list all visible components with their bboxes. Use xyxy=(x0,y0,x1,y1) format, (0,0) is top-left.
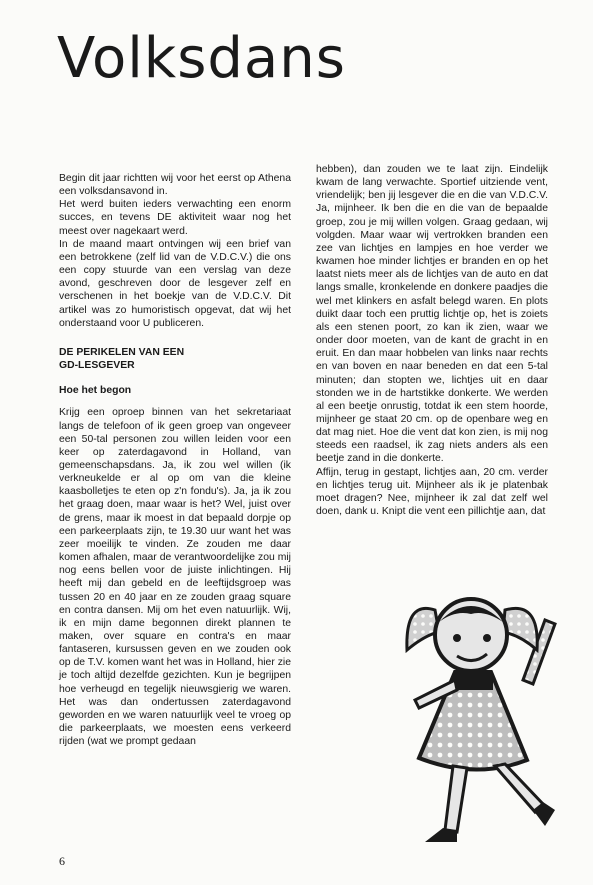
intro-paragraph: Het werd buiten ieders verwachting een enorm succes, en tevens DE aktiviteit waar nog het meest over nagekaart werd. xyxy=(59,199,291,237)
left-column xyxy=(59,172,291,748)
section-heading xyxy=(59,346,291,372)
story-paragraph: hebben), dan zouden we te laat zijn. Eindelijk kwam de lang verwachte. Sportief uitziende vent, vriendelijk; ben jij lesgever die en die van V.D.C.V. Ja, mijnheer. Ik ben die en die van de bepaalde groep, zou je mij willen volgen. Graag gedaan, wij volgden. Maar waar wij vertrokken branden een zee van lichtjes en lampjes en hoe verder we kwamen hoe minder lichtjes er branden en op het laatst niets meer als de lichtjes van de auto en dat langs smalle, kronkelende en donkere paadjes die wel met klinkers en asfalt belegd waren. En plots duikt daar toch een pruttig lichtje op, het is zoiets als een stenen poort, zo kan ik zien, waar we onder door moeten, van de kant de gracht in en eruit. En dan maar hobbelen van links naar rechts en van boven en naar beneden en dat een 5-tal minuten; dan stopten we, lichtjes uit en daar stonden we in de hartstikke donkerte. We werden al een beetje onrustig, totdat ik een stem hoorde, mijnheer ge staat 20 cm. op de openbare weg en dat mag niet. Hoe die vent dat kon zien, is mij nog steeds een raadsel, ik zag niets anders als een beetje zand in die donkerte. xyxy=(316,164,548,465)
story-paragraph: Affijn, terug in gestapt, lichtjes aan, 20 cm. verder en lichtjes terug uit. Mijnheer als ik je platenbak moet dragen? Nee, mijnheer ik zal dat zelf wel doen, dank u. Knipt die vent een pillichtje aan, dat xyxy=(316,466,548,518)
subsection-heading: Hoe het begon xyxy=(59,385,132,397)
page-number: 6 xyxy=(59,854,65,868)
section-heading-line: GD-LESGEVER xyxy=(59,360,135,372)
intro-paragraph: Begin dit jaar richtten wij voor het eerst op Athena een volksdansavond in. xyxy=(59,173,291,198)
right-column xyxy=(316,163,548,518)
article-title: Volksdans xyxy=(57,26,346,91)
intro-paragraph: In de maand maart ontvingen wij een brief van een betrokkene (zelf lid van de V.D.C.V.) die ons een copy stuurde van een verslag van deze avond, geschreven door de lesgever zelf en verschenen in het boekje van de V.D.C.V. Dit artikel was zo humoristisch opgevat, dat wij het onderstaand voor U publiceren. xyxy=(59,238,291,329)
intro-block xyxy=(59,172,291,330)
story-paragraph: Krijg een oproep binnen van het sekretariaat langs de telefoon of ik geen groep van ongeveer een 50-tal personen zou willen leiden voor een keer op zaterdagavond in Holland, van gemeenschapsdans. Ja, ik zou wel willen (ik verkneukelde er al op om van die kleine kaasbolletjes te eten op z'n fondu's). Ja, ja ik zou het graag doen, maar waar is het? Wel, juist over de grens, maar ik moest in dat bepaald dorpje op een parkeerplaats zijn, te 19.30 uur want het was zeer moeilijk te vinden. Ze zouden me daar komen afhalen, maar de verantwoordelijke zou mij nog eens bellen voor de juiste inlichtingen. Hij heeft mij dan gebeld en de leeftijdsgroep was tussen 20 en 40 jaar en ze zouden graag square en contra dansen. Mij om het even natuurlijk. Wij, ik en mijn dame begonnen direkt plannen te maken, over square en contra's en maar fantaseren, kursussen geven en we zouden ook op de T.V. komen want het was in Holland, hier zie je toch altijd dezelfde gezichten. Kun je begrijpen hoe verheugd en tegelijk nieuwsgierig we waren. Het was dan ondertussen zaterdagavond geworden en we waren natuurlijk veel te vroeg op die parkeerplaats, we moesten eens verkeerd rijden (wat we prompt gedaan xyxy=(59,407,291,748)
section-heading-line: DE PERIKELEN VAN EEN xyxy=(59,346,185,358)
dancing-girl-illustration xyxy=(395,580,570,860)
